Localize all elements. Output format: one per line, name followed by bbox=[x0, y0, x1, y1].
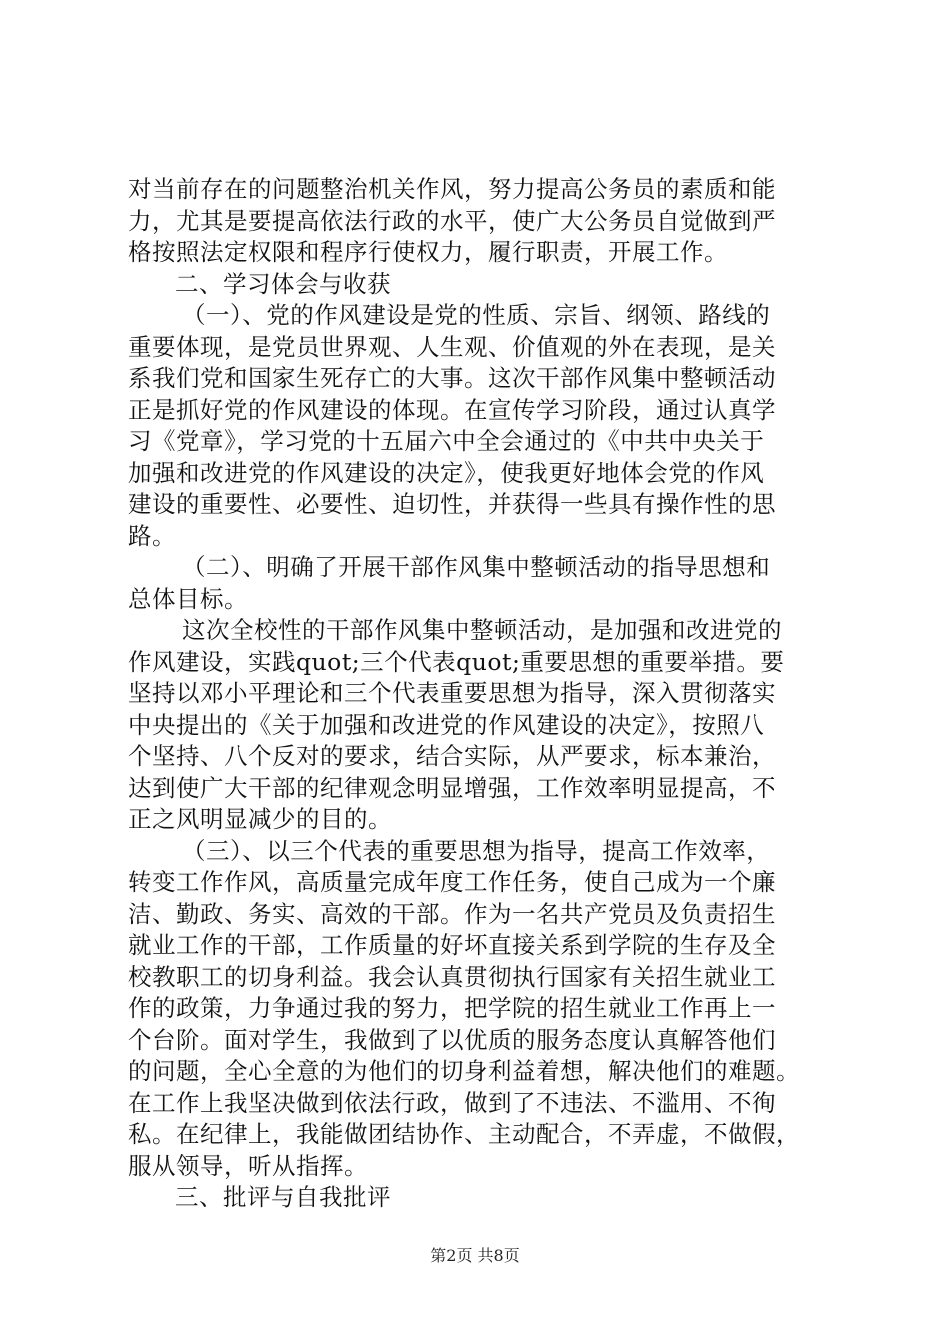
paragraph-line: 正之风明显减少的目的。 bbox=[128, 805, 392, 833]
paragraph-line: 个台阶。面对学生，我做到了以优质的服务态度认真解答他们 bbox=[128, 1025, 776, 1054]
page-number: 第2页 共8页 bbox=[430, 1246, 520, 1265]
paragraph-line: 达到使广大干部的纪律观念明显增强，工作效率明显提高，不 bbox=[128, 773, 776, 802]
paragraph-line: 对当前存在的问题整治机关作风，努力提高公务员的素质和能 bbox=[128, 175, 776, 203]
section-heading: 二、学习体会与收获 bbox=[175, 269, 391, 298]
paragraph-line: 坚持以邓小平理论和三个代表重要思想为指导，深入贯彻落实 bbox=[128, 679, 776, 707]
paragraph-line: 私。在纪律上，我能做团结协作、主动配合，不弄虚，不做假， bbox=[128, 1120, 800, 1148]
subsection-heading-line: （一）、党的作风建设是党的性质、宗旨、纲领、路线的 bbox=[182, 301, 771, 329]
paragraph-line: 格按照法定权限和程序行使权力，履行职责，开展工作。 bbox=[128, 238, 728, 266]
paragraph-line: 加强和改进党的作风建设的决定》，使我更好地体会党的作风 bbox=[128, 458, 765, 487]
paragraph-line: 习《党章》，学习党的十五届六中全会通过的《中共中央关于 bbox=[128, 427, 765, 455]
paragraph-line: 力，尤其是要提高依法行政的水平，使广大公务员自觉做到严 bbox=[128, 206, 776, 235]
page-footer bbox=[0, 1243, 950, 1266]
paragraph-line: 路。 bbox=[128, 521, 176, 550]
paragraph-line: 洁、勤政、务实、高效的干部。作为一名共产党员及负责招生 bbox=[128, 899, 776, 928]
paragraph-line: 总体目标。 bbox=[128, 584, 248, 613]
paragraph-line: 系我们党和国家生死存亡的大事。这次干部作风集中整顿活动 bbox=[128, 364, 776, 392]
paragraph-line: 这次全校性的干部作风集中整顿活动，是加强和改进党的 bbox=[182, 616, 782, 644]
paragraph-line: 重要体现，是党员世界观、人生观、价值观的外在表现，是关 bbox=[128, 332, 776, 361]
paragraph-line: 服从领导，听从指挥。 bbox=[128, 1151, 368, 1180]
subsection-heading-line: （三）、以三个代表的重要思想为指导，提高工作效率， bbox=[182, 836, 771, 865]
paragraph-line: 转变工作作风，高质量完成年度工作任务，使自己成为一个廉 bbox=[128, 868, 776, 896]
paragraph-line: 的问题，全心全意的为他们的切身利益着想，解决他们的难题。 bbox=[128, 1057, 800, 1085]
paragraph-line: 作风建设，实践quot;三个代表quot;重要思想的重要举措。要 bbox=[128, 647, 785, 676]
paragraph-line: 在工作上我坚决做到依法行政，做到了不违法、不滥用、不徇 bbox=[128, 1088, 776, 1117]
paragraph-line: 正是抓好党的作风建设的体现。在宣传学习阶段，通过认真学 bbox=[128, 395, 776, 424]
subsection-heading-line: （二）、明确了开展干部作风集中整顿活动的指导思想和 bbox=[182, 553, 771, 581]
paragraph-line: 中央提出的《关于加强和改进党的作风建设的决定》，按照八 bbox=[128, 710, 765, 739]
paragraph-line: 就业工作的干部，工作质量的好坏直接关系到学院的生存及全 bbox=[128, 931, 776, 959]
paragraph-line: 校教职工的切身利益。我会认真贯彻执行国家有关招生就业工 bbox=[128, 962, 776, 991]
paragraph-line: 作的政策，力争通过我的努力，把学院的招生就业工作再上一 bbox=[128, 994, 776, 1022]
document-body bbox=[128, 174, 833, 1214]
section-heading: 三、批评与自我批评 bbox=[175, 1183, 391, 1211]
paragraph-line: 建设的重要性、必要性、迫切性，并获得一些具有操作性的思 bbox=[128, 490, 776, 518]
paragraph-line: 个坚持、八个反对的要求，结合实际，从严要求，标本兼治， bbox=[128, 742, 776, 770]
